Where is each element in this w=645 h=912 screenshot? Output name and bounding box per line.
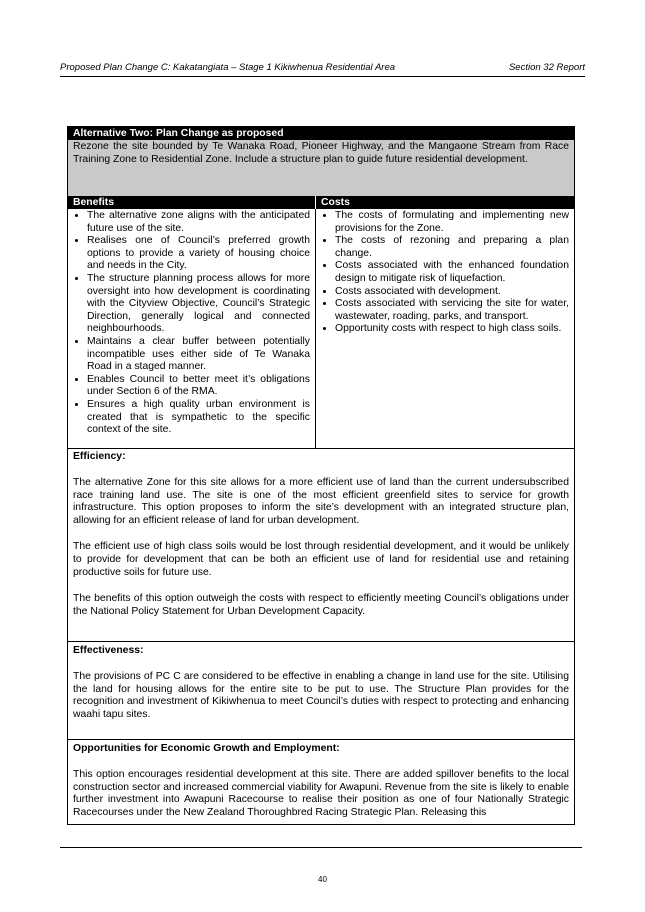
list-item: • Costs associated with development. <box>335 286 569 299</box>
list-item: • Maintains a clear buffer between potentially incompatible uses either side of Te Wanaka Road in a staged manner. <box>87 336 310 374</box>
opportunities-section <box>68 740 574 824</box>
efficiency-section <box>68 449 574 642</box>
costs-list <box>321 210 569 336</box>
benefits-costs-header <box>68 196 574 209</box>
list-item: • Costs associated with servicing the site for water, wastewater, roading, parks, and transport. <box>335 298 569 323</box>
efficiency-paragraph: The alternative Zone for this site allows for a more efficient use of land than the current undersubscribed race training land use. The site is one of the most efficient greenfield sites to service for growth infrastructure. This option proposes to inform the site’s development with an integrated structure plan, allowing for an efficient release of land for urban development. <box>73 477 569 526</box>
costs-column <box>316 209 574 448</box>
header-document-title: Proposed Plan Change C: Kakatangiata – Stage 1 Kikiwhenua Residential Area <box>60 62 396 73</box>
effectiveness-section <box>68 642 574 740</box>
list-item: • Enables Council to better meet it’s obligations under Section 6 of the RMA. <box>87 374 310 399</box>
list-item: • Costs associated with the enhanced foundation design to mitigate risk of liquefaction. <box>335 260 569 285</box>
benefits-column <box>68 209 316 448</box>
list-item: • The structure planning process allows for more oversight into how development is coordinating with the Cityview Objective, Council’s Strategic Direction, generally logical and connected neighbourhoods. <box>87 273 310 336</box>
opportunities-heading: Opportunities for Economic Growth and Employment: <box>73 743 340 754</box>
benefits-heading: Benefits <box>68 196 316 209</box>
table-title: Alternative Two: Plan Change as proposed <box>68 127 574 140</box>
efficiency-heading: Efficiency: <box>73 451 126 462</box>
effectiveness-paragraph: The provisions of PC C are considered to be effective in enabling a change in land use for the site. Utilising the land for housing allows for the entire site to be put to use. The Structure Plan provides for the recognition and investment of Kikiwhenua to meet Council’s duties with respect to protecting and enhancing waahi tapu sites. <box>73 671 569 720</box>
efficiency-paragraph: The benefits of this option outweigh the costs with respect to efficiently meeting Council’s obligations under the National Policy Statement for Urban Development Capacity. <box>73 593 569 617</box>
list-item: • Opportunity costs with respect to high class soils. <box>335 323 569 336</box>
header-section-title: Section 32 Report <box>508 62 585 73</box>
list-item: • Realises one of Council’s preferred growth options to provide a variety of housing choice and needs in the City. <box>87 235 310 273</box>
page-header <box>60 60 585 77</box>
effectiveness-heading: Effectiveness: <box>73 645 144 656</box>
list-item: • The costs of formulating and implementing new provisions for the Zone. <box>335 210 569 235</box>
page-number: 40 <box>318 875 327 884</box>
efficiency-paragraph: The efficient use of high class soils would be lost through residential development, and it would be unlikely to provide for development that can be both an efficient use of land for residential use and retaining productive soils for future use. <box>73 541 569 578</box>
costs-heading: Costs <box>316 196 574 209</box>
list-item: • Ensures a high quality urban environment is created that is sympathetic to the specific context of the site. <box>87 399 310 437</box>
footer-divider <box>60 847 582 848</box>
benefits-list <box>73 210 310 437</box>
opportunities-paragraph: This option encourages residential development at this site. There are added spillover benefits to the local construction sector and increased commercial viability for Awapuni. Revenue from the site is likely to enable further investment into Awapuni Racecourse to realise their position as one of four Nationally Strategic Racecourses under the New Zealand Thoroughbred Racing Strategic Plan. Releasing this <box>73 769 569 818</box>
alternative-two-table <box>67 126 575 825</box>
list-item: • The alternative zone aligns with the anticipated future use of the site. <box>87 210 310 235</box>
list-item: • The costs of rezoning and preparing a plan change. <box>335 235 569 260</box>
benefits-costs-body <box>68 209 574 449</box>
table-intro: Rezone the site bounded by Te Wanaka Road, Pioneer Highway, and the Mangaone Stream from Race Training Zone to Residential Zone. Include a structure plan to guide future residential development. <box>68 140 574 196</box>
